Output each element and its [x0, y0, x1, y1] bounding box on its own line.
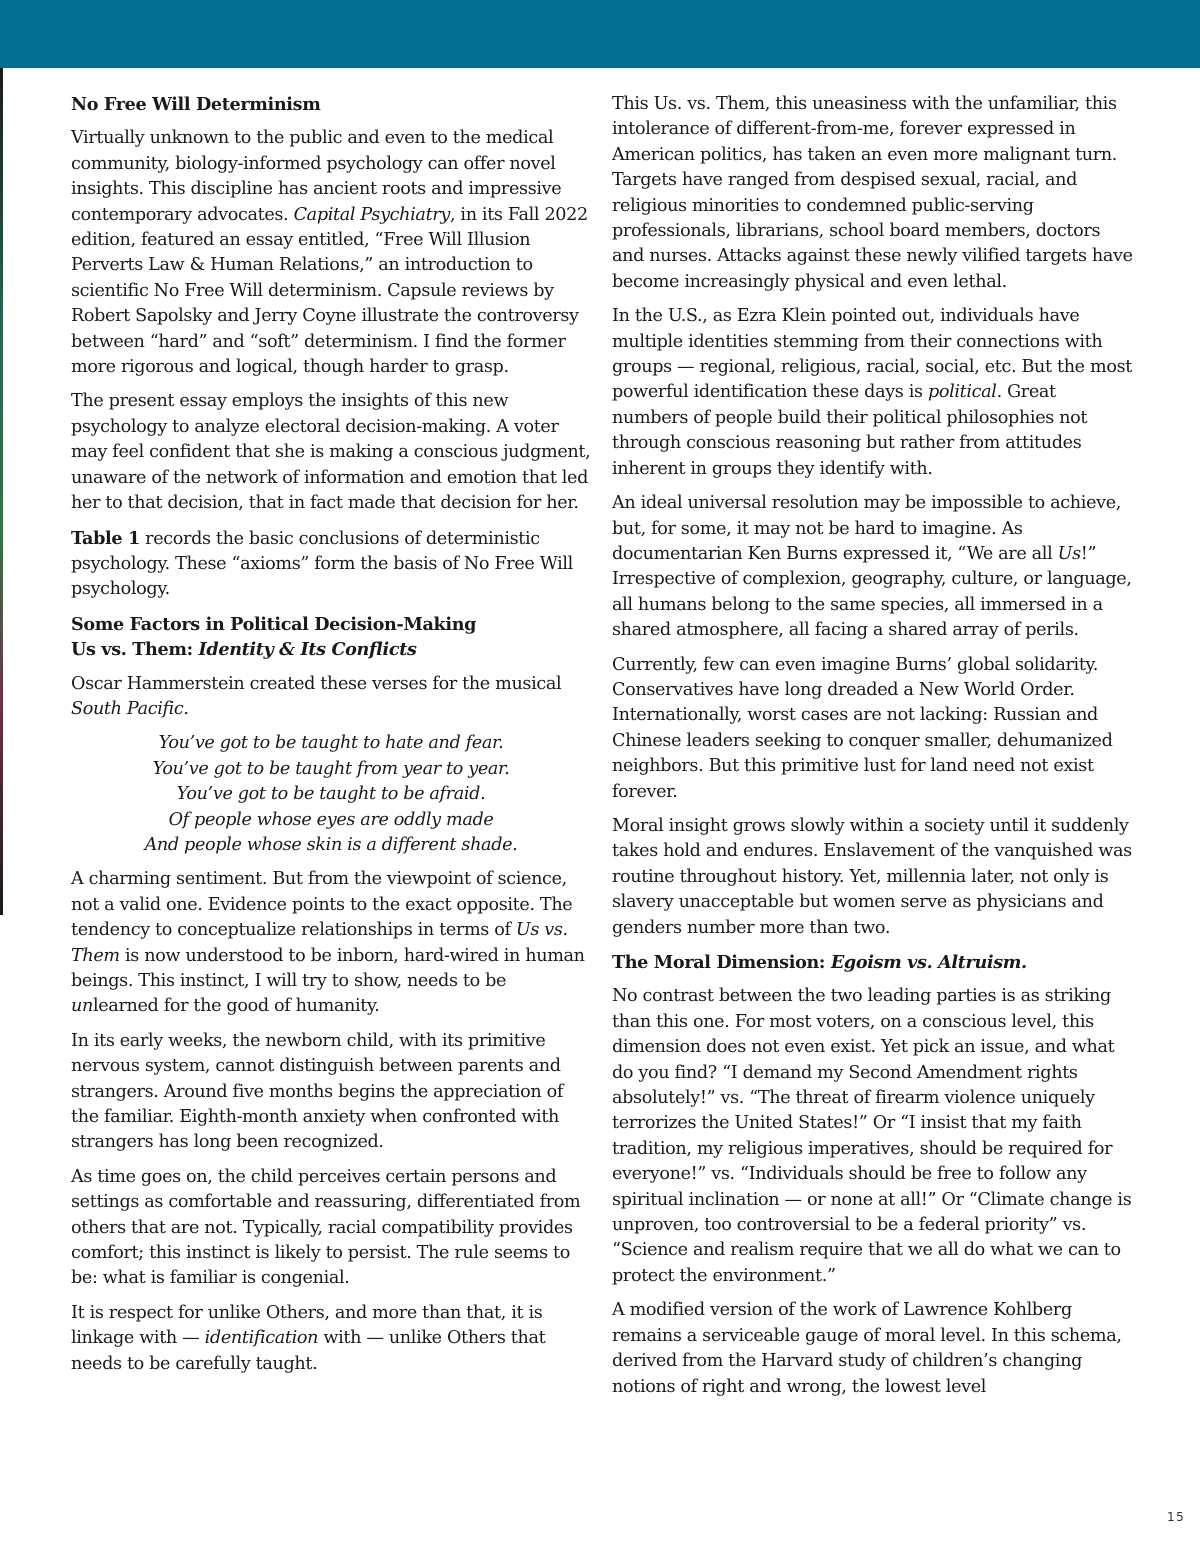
paragraph: In its early weeks, the newborn child, with its primitive nervous system, cannot distinguish between parents and strangers. Around five months begins the appreciation of the familiar. Eighth-month anxiety when confronted with strangers has long been recognized. — [71, 1030, 564, 1153]
paragraph: Oscar Hammerstein created these verses for the musical South Pacific. — [71, 673, 562, 719]
paragraph: A modified version of the work of Lawrence Kohlberg remains a serviceable gauge of moral level. In this schema, derived from the Harvard study of children’s changing notions of right and wrong, the lowest level — [612, 1300, 1122, 1397]
poem-line: Of people whose eyes are oddly made — [168, 809, 494, 830]
left-edge-stripe — [0, 68, 3, 915]
poem-line: And people whose skin is a different shade. — [144, 834, 518, 855]
paragraph: As time goes on, the child perceives certain persons and settings as comfortable and reassuring, differentiated from others that are not. Typically, racial compatibility provides comfort; this instinct is likely to persist. The rule seems to be: what is familiar is congenial. — [71, 1166, 581, 1289]
paragraph: This Us. vs. Them, this uneasiness with the unfamiliar, this intolerance of different-from-me, forever expressed in American politics, has taken an even more malignant turn. Targets have ranged from despised sexual, racial, and religious minorities to condemned public-serving professionals, librarians, school board members, doctors and nurses. Attacks against these newly vilified targets have become increasingly physical and even lethal. — [612, 94, 1133, 292]
section-heading-factors: Some Factors in Political Decision-Making Us vs. Them: Identity & Its Conflicts — [71, 613, 477, 661]
right-column — [612, 92, 1135, 1409]
paragraph: Moral insight grows slowly within a society until it suddenly takes hold and endures. Enslavement of the vanquished was routine throughout history. Yet, millennia later, not only is slavery unacceptable but women serve as physicians and genders number more than two. — [612, 815, 1132, 938]
paragraph: It is respect for unlike Others, and more than that, it is linkage with — identification with — unlike Others that needs to be carefully taught. — [71, 1302, 546, 1374]
paragraph: An ideal universal resolution may be impossible to achieve, but, for some, it may not be hard to imagine. As documentarian Ken Burns expressed it, “We are all Us!” Irrespective of complexion, geography, culture, or language, all humans belong to the same species, all immersed in a shared atmosphere, all facing a shared array of perils. — [612, 493, 1132, 641]
paragraph: Currently, few can even imagine Burns’ global solidarity. Conservatives have long dreaded a New World Order. Internationally, worst cases are not lacking: Russian and Chinese leaders seeking to conquer smaller, dehumanized neighbors. But this primitive lust for land need not exist forever. — [612, 654, 1113, 802]
table-reference: Table 1 — [71, 527, 140, 549]
paragraph: The present essay employs the insights of this new psychology to analyze electoral decision-making. A voter may feel confident that she is making a conscious judgment, unaware of the network of information and emotion that led her to that decision, that in fact made that decision for her. — [71, 391, 591, 514]
left-column — [71, 92, 591, 1386]
paragraph: No contrast between the two leading parties is as striking than this one. For most voters, on a conscious level, this dimension does not even exist. Yet pick an issue, and what do you find? “I demand my Second Amendment rights absolutely!” vs. “The threat of firearm violence uniquely terrorizes the United States!” Or “I insist that my faith tradition, my religious imperatives, should be required for everyone!” vs. “Individuals should be free to follow any spiritual inclination — or none at all!” Or “Climate change is unproven, too controversial to be a federal priority” vs. “Science and realism require that we all do what we can to protect the environment.” — [612, 986, 1132, 1286]
poem-line: You’ve got to be taught to be afraid. — [176, 784, 486, 805]
paragraph: A charming sentiment. But from the viewpoint of science, not a valid one. Evidence points to the exact opposite. The tendency to conceptualize relationships in terms of Us vs. Them is now understood to be inborn, hard-wired in human beings. This instinct, I will try to show, needs to be unlearned for the good of humanity. — [71, 869, 585, 1017]
poem-line: You’ve got to be taught to hate and fear. — [158, 733, 504, 754]
section-heading-moral-dimension: The Moral Dimension: Egoism vs. Altruism. — [612, 952, 1027, 973]
paragraph: Virtually unknown to the public and even to the medical community, biology-informed psychology can offer novel insights. This discipline has ancient roots and impressive contemporary advocates. Capital Psychiatry, in its Fall 2022 edition, featured an essay entitled, “Free Will Illusion Perverts Law & Human Relations,” an introduction to scientific No Free Will determinism. Capsule reviews by Robert Sapolsky and Jerry Coyne illustrate the controversy between “hard” and “soft” determinism. I find the former more rigorous and logical, though harder to grasp. — [71, 128, 588, 378]
poem-line: You’ve got to be taught from year to year. — [152, 758, 510, 779]
header-bar — [0, 0, 1200, 68]
section-heading-no-free-will: No Free Will Determinism — [71, 94, 321, 115]
paragraph: Table 1 records the basic conclusions of deterministic psychology. These “axioms” form the basis of No Free Will psychology. — [71, 527, 573, 600]
poem-verses — [71, 731, 591, 858]
page-number: 15 — [1167, 1510, 1186, 1524]
paragraph: In the U.S., as Ezra Klein pointed out, individuals have multiple identities stemming from their connections with groups — regional, religious, racial, social, etc. But the most powerful identification these days is political. Great numbers of people build their political philosophies not through conscious reasoning but rather from attitudes inherent in groups they identify with. — [612, 306, 1132, 479]
